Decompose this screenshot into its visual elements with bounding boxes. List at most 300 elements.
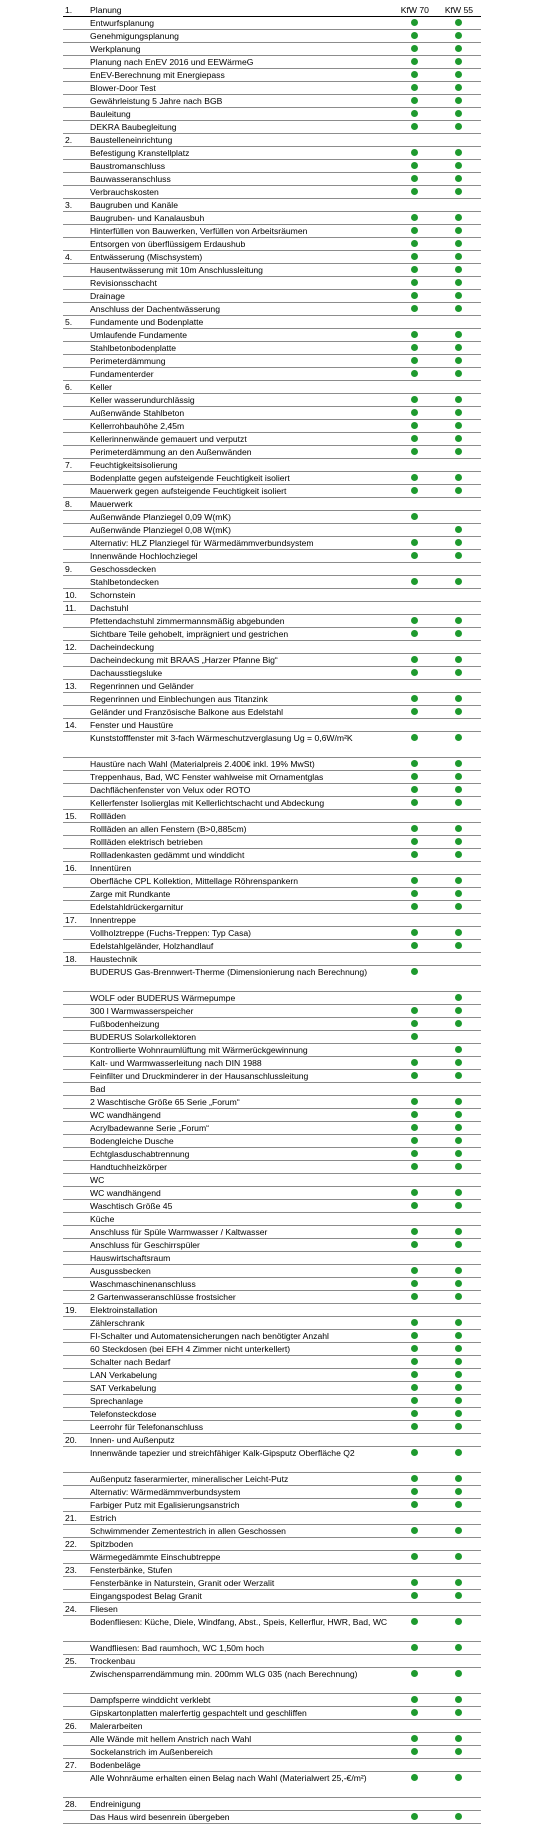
section-number — [63, 992, 88, 1005]
item-label: 2 Waschtische Größe 65 Serie „Forum“ — [88, 1096, 393, 1109]
kfw70-cell — [393, 290, 437, 303]
item-label: BUDERUS Solarkollektoren — [88, 1031, 393, 1044]
included-bullet-icon — [455, 448, 462, 455]
kfw70-cell — [393, 1668, 437, 1694]
kfw70-cell — [393, 121, 437, 134]
kfw55-cell — [437, 446, 481, 459]
included-bullet-icon — [455, 1579, 462, 1586]
included-bullet-icon — [455, 1592, 462, 1599]
included-bullet-icon — [455, 1280, 462, 1287]
section-number — [63, 446, 88, 459]
item-label: Waschtisch Größe 45 — [88, 1200, 393, 1213]
included-bullet-icon — [455, 578, 462, 585]
included-bullet-icon — [455, 1020, 462, 1027]
included-bullet-icon — [455, 1072, 462, 1079]
kfw70-cell — [393, 771, 437, 784]
section-number: 17. — [63, 914, 88, 927]
table-row — [63, 186, 481, 199]
section-number — [63, 1018, 88, 1031]
included-bullet-icon — [455, 1488, 462, 1495]
included-bullet-icon — [455, 396, 462, 403]
included-bullet-icon — [411, 1774, 418, 1781]
included-bullet-icon — [455, 32, 462, 39]
kfw55-cell — [437, 1746, 481, 1759]
section-number — [63, 758, 88, 771]
included-bullet-icon — [455, 630, 462, 637]
item-label: Hinterfüllen von Bauwerken, Verfüllen von Arbeitsräumen — [88, 225, 393, 238]
included-bullet-icon — [455, 1163, 462, 1170]
included-bullet-icon — [455, 890, 462, 897]
kfw55-cell — [437, 1707, 481, 1720]
kfw55-cell — [437, 1031, 481, 1044]
kfw55-cell — [437, 433, 481, 446]
kfw70-cell — [393, 342, 437, 355]
kfw55-cell — [437, 264, 481, 277]
section-title: Hauswirtschaftsraum — [88, 1252, 393, 1265]
section-number — [63, 303, 88, 316]
item-label: Revisionsschacht — [88, 277, 393, 290]
kfw55-cell — [437, 1187, 481, 1200]
included-bullet-icon — [411, 1280, 418, 1287]
kfw55-cell — [437, 160, 481, 173]
item-label: Handtuchheizkörper — [88, 1161, 393, 1174]
kfw55-cell — [437, 1668, 481, 1694]
kfw55-cell — [437, 706, 481, 719]
section-number: 18. — [63, 953, 88, 966]
table-row — [63, 797, 481, 810]
included-bullet-icon — [411, 123, 418, 130]
kfw70-cell — [393, 1291, 437, 1304]
section-number — [63, 1707, 88, 1720]
section-number — [63, 1369, 88, 1382]
kfw55-cell — [437, 628, 481, 641]
included-bullet-icon — [455, 1046, 462, 1053]
section-number — [63, 1551, 88, 1564]
section-number — [63, 1447, 88, 1473]
item-label: Rollläden an allen Fenstern (B>0,885cm) — [88, 823, 393, 836]
column-header-kfw55: KfW 55 — [437, 4, 481, 17]
item-label: WC wandhängend — [88, 1109, 393, 1122]
kfw55-cell — [437, 1343, 481, 1356]
item-label: Befestigung Kranstellplatz — [88, 147, 393, 160]
included-bullet-icon — [411, 1007, 418, 1014]
kfw70-cell — [393, 1122, 437, 1135]
kfw55-cell — [437, 654, 481, 667]
table-row — [63, 1447, 481, 1473]
kfw70-cell — [393, 940, 437, 953]
section-row — [63, 641, 481, 654]
table-row — [63, 1746, 481, 1759]
kfw70-cell — [393, 641, 437, 654]
kfw70-cell — [393, 134, 437, 147]
included-bullet-icon — [411, 1020, 418, 1027]
table-header-row — [63, 4, 481, 17]
section-number — [63, 1486, 88, 1499]
section-row — [63, 563, 481, 576]
included-bullet-icon — [411, 1618, 418, 1625]
included-bullet-icon — [455, 1293, 462, 1300]
kfw70-cell — [393, 901, 437, 914]
section-number — [63, 667, 88, 680]
section-number — [63, 797, 88, 810]
section-number — [63, 1408, 88, 1421]
section-number — [63, 225, 88, 238]
item-label: Fensterbänke in Naturstein, Granit oder Werzalit — [88, 1577, 393, 1590]
item-label: Alternativ: Wärmedämmverbundsystem — [88, 1486, 393, 1499]
table-row — [63, 1642, 481, 1655]
included-bullet-icon — [411, 1163, 418, 1170]
item-label: Gewährleistung 5 Jahre nach BGB — [88, 95, 393, 108]
kfw55-cell — [437, 147, 481, 160]
section-row — [63, 459, 481, 472]
kfw70-cell — [393, 511, 437, 524]
included-bullet-icon — [455, 1345, 462, 1352]
included-bullet-icon — [411, 1098, 418, 1105]
kfw55-cell — [437, 1447, 481, 1473]
section-number — [63, 901, 88, 914]
section-number — [63, 784, 88, 797]
item-label: WOLF oder BUDERUS Wärmepumpe — [88, 992, 393, 1005]
included-bullet-icon — [411, 695, 418, 702]
included-bullet-icon — [411, 344, 418, 351]
kfw70-cell — [393, 147, 437, 160]
kfw70-cell — [393, 888, 437, 901]
included-bullet-icon — [411, 162, 418, 169]
kfw55-cell — [437, 1096, 481, 1109]
included-bullet-icon — [455, 45, 462, 52]
included-bullet-icon — [411, 175, 418, 182]
included-bullet-icon — [455, 1397, 462, 1404]
table-row — [63, 654, 481, 667]
section-row — [63, 316, 481, 329]
table-row — [63, 1525, 481, 1538]
section-number — [63, 69, 88, 82]
kfw70-cell — [393, 186, 437, 199]
section-number — [63, 1200, 88, 1213]
section-title: Fliesen — [88, 1603, 393, 1616]
item-label: Kellerinnenwände gemauert und verputzt — [88, 433, 393, 446]
section-number — [63, 1057, 88, 1070]
table-row — [63, 1187, 481, 1200]
kfw70-cell — [393, 875, 437, 888]
kfw70-cell — [393, 56, 437, 69]
table-row — [63, 1096, 481, 1109]
table-row — [63, 927, 481, 940]
included-bullet-icon — [455, 1748, 462, 1755]
kfw70-cell — [393, 849, 437, 862]
section-number — [63, 1265, 88, 1278]
item-label: Zählerschrank — [88, 1317, 393, 1330]
included-bullet-icon — [455, 123, 462, 130]
table-row — [63, 43, 481, 56]
included-bullet-icon — [411, 1384, 418, 1391]
item-label: Edelstahldrückergarnitur — [88, 901, 393, 914]
section-row — [63, 134, 481, 147]
section-title: Innen- und Außenputz — [88, 1434, 393, 1447]
kfw70-cell — [393, 1551, 437, 1564]
section-number — [63, 186, 88, 199]
table-row — [63, 1135, 481, 1148]
included-bullet-icon — [455, 1527, 462, 1534]
kfw70-cell — [393, 1096, 437, 1109]
table-row — [63, 69, 481, 82]
kfw55-cell — [437, 1473, 481, 1486]
item-label: Schwimmender Zementestrich in allen Geschossen — [88, 1525, 393, 1538]
item-label: Dacheindeckung mit BRAAS „Harzer Pfanne Big“ — [88, 654, 393, 667]
included-bullet-icon — [455, 539, 462, 546]
table-row — [63, 1005, 481, 1018]
kfw70-cell — [393, 1655, 437, 1668]
kfw70-cell — [393, 1148, 437, 1161]
item-label: Entwurfsplanung — [88, 17, 393, 30]
section-number — [63, 1239, 88, 1252]
included-bullet-icon — [455, 526, 462, 533]
included-bullet-icon — [455, 188, 462, 195]
item-label: Perimeterdämmung — [88, 355, 393, 368]
kfw55-cell — [437, 680, 481, 693]
section-number: 25. — [63, 1655, 88, 1668]
specification-sheet — [63, 4, 481, 1824]
section-number — [63, 1291, 88, 1304]
kfw55-cell — [437, 316, 481, 329]
included-bullet-icon — [411, 1709, 418, 1716]
section-number — [63, 43, 88, 56]
item-label: Wandfliesen: Bad raumhoch, WC 1,50m hoch — [88, 1642, 393, 1655]
included-bullet-icon — [455, 877, 462, 884]
kfw55-cell — [437, 43, 481, 56]
kfw70-cell — [393, 1057, 437, 1070]
kfw55-cell — [437, 1434, 481, 1447]
table-row — [63, 1343, 481, 1356]
included-bullet-icon — [411, 1293, 418, 1300]
section-number — [63, 823, 88, 836]
section-number — [63, 1252, 88, 1265]
included-bullet-icon — [455, 1813, 462, 1820]
kfw55-cell — [437, 1499, 481, 1512]
kfw55-cell — [437, 1512, 481, 1525]
section-number — [63, 693, 88, 706]
section-row — [63, 810, 481, 823]
table-row — [63, 1291, 481, 1304]
table-row — [63, 1733, 481, 1746]
kfw70-cell — [393, 1512, 437, 1525]
table-row — [63, 1265, 481, 1278]
section-number — [63, 1473, 88, 1486]
included-bullet-icon — [411, 825, 418, 832]
included-bullet-icon — [411, 630, 418, 637]
table-row — [63, 1772, 481, 1798]
item-label: Eingangspodest Belag Granit — [88, 1590, 393, 1603]
section-title: Schornstein — [88, 589, 393, 602]
section-number — [63, 550, 88, 563]
item-label: Innenwände Hochlochziegel — [88, 550, 393, 563]
table-row — [63, 1499, 481, 1512]
section-number: 15. — [63, 810, 88, 823]
included-bullet-icon — [411, 838, 418, 845]
section-number — [63, 147, 88, 160]
item-label: Sockelanstrich im Außenbereich — [88, 1746, 393, 1759]
kfw70-cell — [393, 1083, 437, 1096]
included-bullet-icon — [455, 1423, 462, 1430]
included-bullet-icon — [411, 1072, 418, 1079]
kfw70-cell — [393, 1408, 437, 1421]
included-bullet-icon — [455, 1358, 462, 1365]
table-row — [63, 576, 481, 589]
table-row — [63, 446, 481, 459]
included-bullet-icon — [411, 760, 418, 767]
section-title: Trockenbau — [88, 1655, 393, 1668]
kfw55-cell — [437, 1616, 481, 1642]
included-bullet-icon — [411, 903, 418, 910]
included-bullet-icon — [411, 1501, 418, 1508]
included-bullet-icon — [455, 1449, 462, 1456]
item-label: Perimeterdämmung an den Außenwänden — [88, 446, 393, 459]
section-number: 27. — [63, 1759, 88, 1772]
section-number: 10. — [63, 589, 88, 602]
included-bullet-icon — [411, 1592, 418, 1599]
included-bullet-icon — [411, 786, 418, 793]
item-label: Leerrohr für Telefonanschluss — [88, 1421, 393, 1434]
included-bullet-icon — [455, 734, 462, 741]
section-number: 22. — [63, 1538, 88, 1551]
section-number — [63, 1226, 88, 1239]
table-row — [63, 667, 481, 680]
section-number: 21. — [63, 1512, 88, 1525]
section-number: 8. — [63, 498, 88, 511]
kfw70-cell — [393, 1018, 437, 1031]
section-number — [63, 212, 88, 225]
item-label: Zwischensparrendämmung min. 200mm WLG 035 (nach Berechnung) — [88, 1668, 393, 1694]
kfw55-cell — [437, 719, 481, 732]
table-row — [63, 875, 481, 888]
included-bullet-icon — [455, 617, 462, 624]
table-row — [63, 1382, 481, 1395]
included-bullet-icon — [455, 162, 462, 169]
item-label: Pfettendachstuhl zimmermannsmäßig abgebunden — [88, 615, 393, 628]
table-row — [63, 1148, 481, 1161]
included-bullet-icon — [411, 617, 418, 624]
included-bullet-icon — [411, 1267, 418, 1274]
kfw55-cell — [437, 1798, 481, 1811]
kfw70-cell — [393, 238, 437, 251]
item-label: Außenwände Stahlbeton — [88, 407, 393, 420]
included-bullet-icon — [455, 1371, 462, 1378]
table-row — [63, 1668, 481, 1694]
included-bullet-icon — [455, 1319, 462, 1326]
section-number — [63, 1525, 88, 1538]
kfw70-cell — [393, 1109, 437, 1122]
section-row — [63, 1720, 481, 1733]
item-label: Rollläden elektrisch betrieben — [88, 836, 393, 849]
item-label: Haustüre nach Wahl (Materialpreis 2.400€ inkl. 19% MwSt) — [88, 758, 393, 771]
kfw70-cell — [393, 1330, 437, 1343]
section-row — [63, 1564, 481, 1577]
included-bullet-icon — [455, 1241, 462, 1248]
included-bullet-icon — [411, 409, 418, 416]
included-bullet-icon — [411, 188, 418, 195]
table-row — [63, 1278, 481, 1291]
included-bullet-icon — [411, 1189, 418, 1196]
kfw55-cell — [437, 472, 481, 485]
section-number — [63, 264, 88, 277]
included-bullet-icon — [411, 1735, 418, 1742]
kfw70-cell — [393, 277, 437, 290]
table-row — [63, 1226, 481, 1239]
included-bullet-icon — [455, 357, 462, 364]
table-row — [63, 1070, 481, 1083]
kfw55-cell — [437, 1642, 481, 1655]
kfw70-cell — [393, 1759, 437, 1772]
table-row — [63, 368, 481, 381]
kfw70-cell — [393, 472, 437, 485]
section-number — [63, 1161, 88, 1174]
table-row — [63, 1200, 481, 1213]
section-number: 7. — [63, 459, 88, 472]
included-bullet-icon — [455, 19, 462, 26]
kfw55-cell — [437, 17, 481, 30]
section-title: Planung — [88, 4, 393, 17]
table-row — [63, 303, 481, 316]
table-row — [63, 30, 481, 43]
kfw70-cell — [393, 17, 437, 30]
section-number — [63, 1122, 88, 1135]
table-row — [63, 1044, 481, 1057]
section-number — [63, 108, 88, 121]
included-bullet-icon — [455, 1735, 462, 1742]
item-label: Fundamenterder — [88, 368, 393, 381]
section-number — [63, 836, 88, 849]
item-label: Außenwände Planziegel 0,09 W(mK) — [88, 511, 393, 524]
section-title: Küche — [88, 1213, 393, 1226]
section-number — [63, 1109, 88, 1122]
kfw55-cell — [437, 251, 481, 264]
item-label: Bauleitung — [88, 108, 393, 121]
kfw70-cell — [393, 1135, 437, 1148]
included-bullet-icon — [411, 1748, 418, 1755]
table-row — [63, 888, 481, 901]
section-row — [63, 1252, 481, 1265]
kfw70-cell — [393, 797, 437, 810]
included-bullet-icon — [455, 1137, 462, 1144]
section-row — [63, 589, 481, 602]
kfw55-cell — [437, 1538, 481, 1551]
item-label: Entwässerung (Mischsystem) — [88, 251, 393, 264]
kfw55-cell — [437, 784, 481, 797]
kfw55-cell — [437, 1811, 481, 1824]
item-label: BUDERUS Gas-Brennwert-Therme (Dimensionierung nach Berechnung) — [88, 966, 393, 992]
section-number: 4. — [63, 251, 88, 264]
kfw55-cell — [437, 576, 481, 589]
section-title: Innentüren — [88, 862, 393, 875]
table-row — [63, 472, 481, 485]
section-row — [63, 1174, 481, 1187]
kfw70-cell — [393, 1434, 437, 1447]
kfw70-cell — [393, 1382, 437, 1395]
section-number — [63, 433, 88, 446]
table-row — [63, 108, 481, 121]
section-title: Fundamente und Bodenplatte — [88, 316, 393, 329]
section-number — [63, 82, 88, 95]
kfw55-cell — [437, 732, 481, 758]
table-row — [63, 17, 481, 30]
kfw55-cell — [437, 1135, 481, 1148]
kfw70-cell — [393, 368, 437, 381]
kfw70-cell — [393, 1044, 437, 1057]
section-number — [63, 849, 88, 862]
kfw70-cell — [393, 1278, 437, 1291]
section-number: 28. — [63, 1798, 88, 1811]
kfw70-cell — [393, 1616, 437, 1642]
